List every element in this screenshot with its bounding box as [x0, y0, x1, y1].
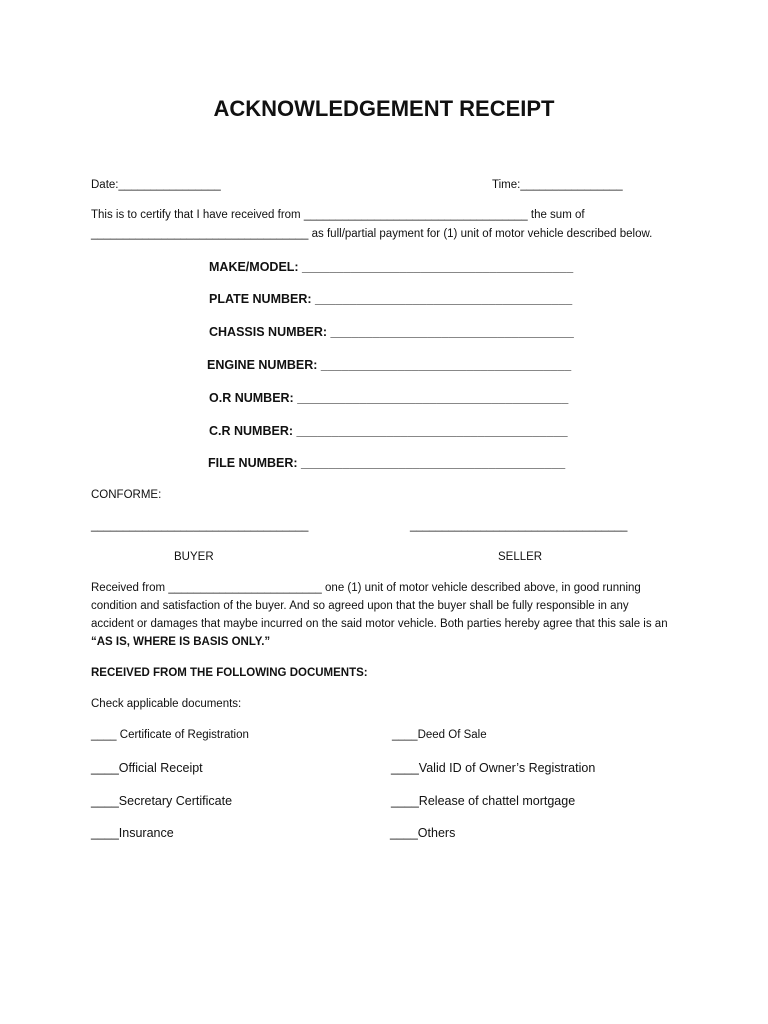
- plate-number-field: PLATE NUMBER: _____________________________________: [209, 292, 573, 306]
- certify-line-1: This is to certify that I have received from ___________________________________ the sum of: [91, 209, 585, 221]
- seller-signature-line: __________________________________: [410, 520, 628, 532]
- received-paragraph-line-3: accident or damages that maybe incurred on the said motor vehicle. Both parties hereby agree that this sale is an: [91, 618, 668, 630]
- certify-line-2: __________________________________ as full/partial payment for (1) unit of motor vehicle described below.: [91, 228, 653, 240]
- document-item-others: ____Others: [390, 826, 456, 840]
- document-item-valid-id: ____Valid ID of Owner’s Registration: [391, 761, 596, 775]
- document-item-insurance: ____Insurance: [91, 826, 174, 840]
- as-is-clause: “AS IS, WHERE IS BASIS ONLY.”: [91, 636, 271, 648]
- file-number-field: FILE NUMBER: ______________________________________: [208, 456, 566, 470]
- date-field: Date:________________: [91, 179, 221, 191]
- received-paragraph-line-2: condition and satisfaction of the buyer. And so agreed upon that the buyer shall be fully responsible in any: [91, 600, 629, 612]
- seller-label: SELLER: [498, 551, 543, 563]
- document-item-certificate-of-registration: ____ Certificate of Registration: [91, 729, 249, 741]
- conforme-label: CONFORME:: [91, 489, 162, 501]
- or-number-field: O.R NUMBER: _______________________________________: [209, 391, 569, 405]
- engine-number-field: ENGINE NUMBER: ____________________________________: [207, 358, 572, 372]
- document-item-deed-of-sale: ____Deed Of Sale: [392, 729, 487, 741]
- buyer-signature-line: __________________________________: [91, 520, 309, 532]
- chassis-number-field: CHASSIS NUMBER: ___________________________________: [209, 325, 574, 339]
- documents-heading: RECEIVED FROM THE FOLLOWING DOCUMENTS:: [91, 667, 368, 679]
- document-item-release-of-chattel-mortgage: ____Release of chattel mortgage: [391, 794, 576, 808]
- page-title: ACKNOWLEDGEMENT RECEIPT: [213, 96, 555, 121]
- document-item-secretary-certificate: ____Secretary Certificate: [91, 794, 233, 808]
- make-model-field: MAKE/MODEL: _______________________________________: [209, 260, 574, 274]
- received-paragraph-line-1: Received from ________________________ one (1) unit of motor vehicle described above, in good running: [91, 582, 641, 594]
- time-field: Time:________________: [492, 179, 623, 191]
- document-item-official-receipt: ____Official Receipt: [91, 761, 203, 775]
- buyer-label: BUYER: [174, 551, 214, 563]
- check-instruction: Check applicable documents:: [91, 698, 242, 710]
- cr-number-field: C.R NUMBER: _______________________________________: [209, 424, 568, 438]
